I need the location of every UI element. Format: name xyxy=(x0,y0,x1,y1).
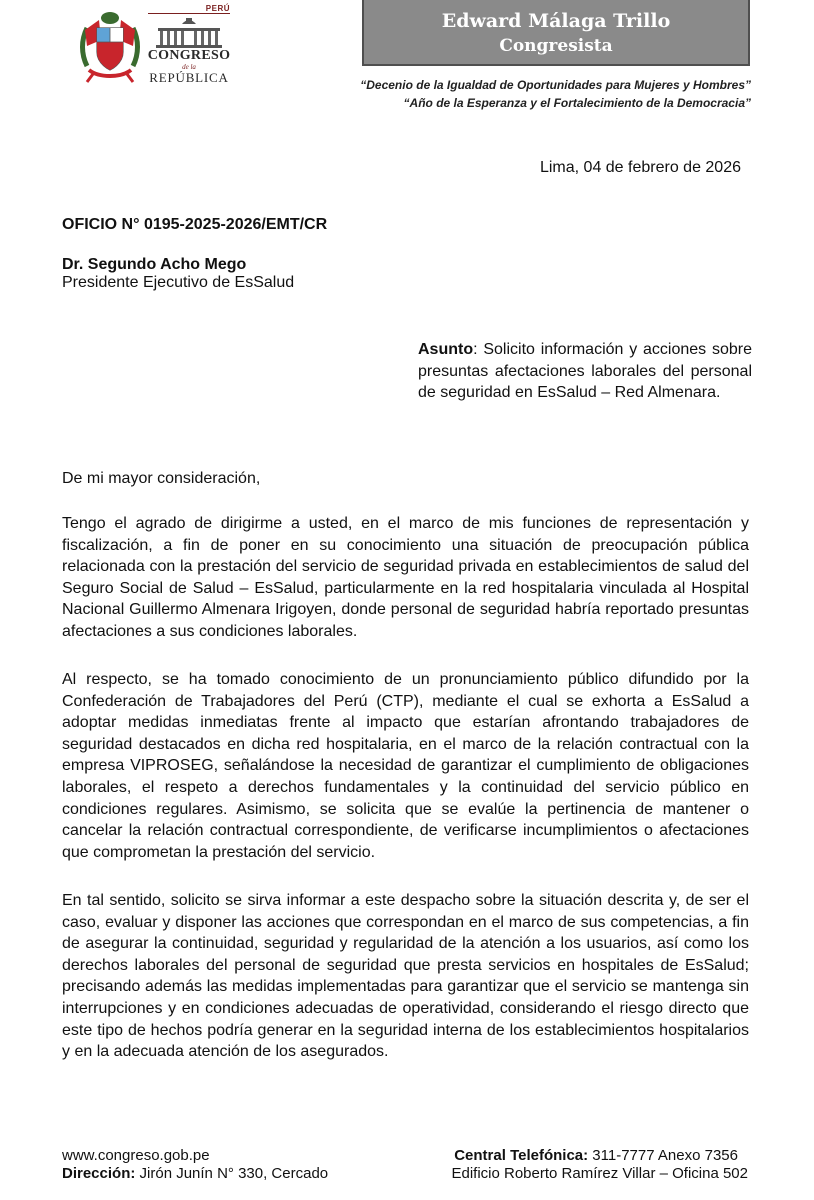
body-paragraph-1: Tengo el agrado de dirigirme a usted, en el marco de mis funciones de representación y fiscalización, a fin de poner en su conocimiento una situación de preocupación pública relacionada con la prestación del servicio de seguridad privada en establecimientos de salud del Seguro Social de Salud – EsSalud, particularmente en la red hospitalaria vinculada al Hospital Nacional Guillermo Almenara Irigoyen, donde personal de seguridad habría reportado presuntas afectaciones a sus condiciones laborales. xyxy=(62,515,749,640)
footer-address xyxy=(62,1165,328,1182)
footer-office: Edificio Roberto Ramírez Villar – Oficina 502 xyxy=(451,1165,748,1182)
subject-text: : Solicito información y acciones sobre presuntas afectaciones laborales del personal de seguridad en EsSalud – Red Almenara. xyxy=(418,341,752,401)
letter-date: Lima, 04 de febrero de 2026 xyxy=(539,159,741,176)
footer-address-label: Dirección: xyxy=(62,1165,136,1182)
congressman-name: Edward Málaga Trillo xyxy=(441,10,671,32)
footer-phone xyxy=(454,1147,738,1164)
addressee-title: Presidente Ejecutivo de EsSalud xyxy=(62,274,295,291)
congress-building-icon xyxy=(152,16,226,50)
decenio-motto: “Decenio de la Igualdad de Oportunidades para Mujeres y Hombres” xyxy=(360,78,751,92)
congreso-logo xyxy=(146,4,232,86)
footer-address-value: Jirón Junín N° 330, Cercado xyxy=(135,1165,329,1182)
logo-republica-text: REPÚBLICA xyxy=(149,70,229,85)
oficio-number: OFICIO N° 0195-2025-2026/EMT/CR xyxy=(62,216,328,233)
addressee-name: Dr. Segundo Acho Mego xyxy=(62,256,247,273)
subject-block xyxy=(418,339,752,404)
body-paragraph-2: Al respecto, se ha tomado conocimiento de un pronunciamiento público difundido por la Confederación de Trabajadores del Perú (CTP), mediante el cual se exhorta a EsSalud a adoptar medidas inmediatas frente al impacto que estarían afrontando trabajadores de seguridad destacados en dicha red hospitalaria, en el marco de la relación contractual con la empresa VIPROSEG, señalándose la necesidad de garantizar el cumplimiento de obligaciones laborales, el respeto a derechos fundamentales y la continuidad del servicio público en condiciones regulares. Asimismo, se solicita que se evalúe la pertinencia de mantener o cancelar la relación contractual correspondiente, de verificarse incumplimientos o afectaciones que comprometan la prestación del servicio. xyxy=(62,671,749,861)
body-paragraph-3: En tal sentido, solicito se sirva informar a este despacho sobre la situación descrita y, de ser el caso, evaluar y disponer las acciones que correspondan en el marco de sus competencias, a fin de asegurar la continuidad, seguridad y regularidad de la atención a los usuarios, así como los derechos laborales del personal de seguridad que presta servicios en hospitales de EsSalud; precisando además las medidas implementadas para garantizar que el servicio se mantenga sin interrupciones y en condiciones adecuadas de operatividad, considerando el riesgo directo que este tipo de hechos podría generar en la seguridad interna de los establecimientos hospitalarios y en la adecuada atención de los asegurados. xyxy=(62,892,749,1061)
footer-phone-value: 311-7777 Anexo 7356 xyxy=(588,1147,738,1164)
salutation: De mi mayor consideración, xyxy=(62,470,261,487)
congressman-name-box xyxy=(362,0,750,66)
logo-congreso-text: CONGRESO xyxy=(147,48,231,63)
coat-of-arms-icon xyxy=(79,6,141,86)
footer-website: www.congreso.gob.pe xyxy=(62,1147,210,1164)
logo-dela-text: de la xyxy=(182,63,196,71)
subject-label: Asunto xyxy=(418,341,474,358)
year-motto: “Año de la Esperanza y el Fortalecimiento de la Democracia” xyxy=(403,96,751,110)
congressman-role: Congresista xyxy=(499,36,613,56)
logo-peru-text: PERÚ xyxy=(205,4,230,13)
footer-phone-label: Central Telefónica: xyxy=(454,1147,589,1164)
